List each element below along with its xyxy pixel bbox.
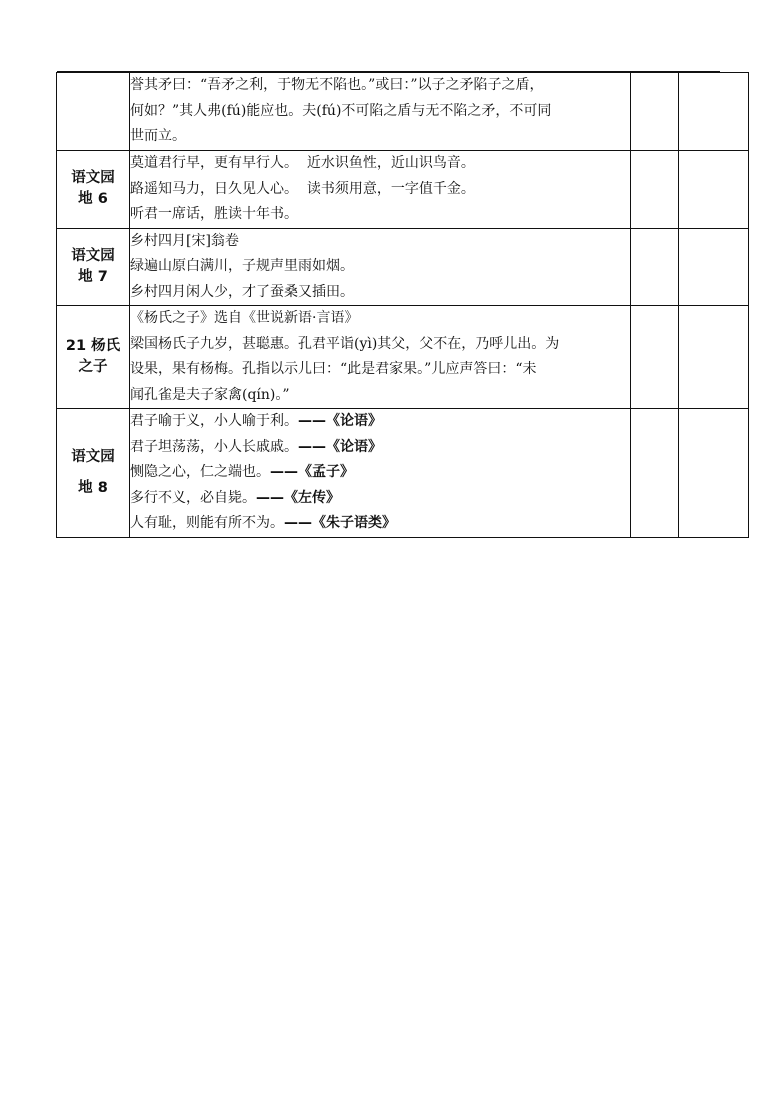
empty-cell xyxy=(679,409,749,538)
quote-line xyxy=(130,409,630,435)
quote-source: ——《孟子》 xyxy=(270,464,354,480)
content-line: 何如？”其人弗(fú)能应也。夫(fú)不可陷之盾与无不陷之矛，不可同 xyxy=(130,102,552,119)
content-cell xyxy=(130,73,631,151)
content-cell xyxy=(130,306,631,409)
empty-cell xyxy=(631,73,679,151)
empty-cell xyxy=(631,306,679,409)
lesson-label: 地 8 xyxy=(78,479,108,496)
lesson-label: 之子 xyxy=(78,359,108,375)
quote-text: 多行不义，必自毙。 xyxy=(130,489,256,506)
lesson-label: 地 6 xyxy=(78,191,108,208)
content-line: 绿遍山原白满川，子规声里雨如烟。 xyxy=(130,258,354,274)
content-line: 《杨氏之子》选自《世说新语·言语》 xyxy=(130,310,359,326)
table-row xyxy=(57,228,749,306)
quote-text: 君子喻于义，小人喻于利。 xyxy=(130,413,298,429)
empty-cell xyxy=(679,306,749,409)
content-line: 听君一席话，胜读十年书。 xyxy=(130,206,298,222)
content-line: 设果，果有杨梅。孔指以示儿曰：“此是君家果。”儿应声答曰：“未 xyxy=(130,361,537,377)
lesson-label: 语文园 xyxy=(71,170,115,187)
lesson-label-cell xyxy=(57,306,130,409)
quote-line xyxy=(130,460,630,486)
content-cell xyxy=(130,409,631,538)
content-line: 莫道君行早，更有早行人。 近水识鱼性，近山识鸟音。 xyxy=(130,155,475,171)
content-line: 乡村四月闲人少，才了蚕桑又插田。 xyxy=(130,283,354,300)
lesson-label-cell xyxy=(57,73,130,151)
quote-text: 君子坦荡荡，小人长戚戚。 xyxy=(130,438,298,455)
table-row xyxy=(57,151,749,229)
lesson-label-cell xyxy=(57,409,130,538)
quote-text: 人有耻，则能有所不为。 xyxy=(130,515,284,531)
quote-line xyxy=(130,486,630,512)
lesson-label: 语文园 xyxy=(71,247,115,264)
content-line: 世而立。 xyxy=(130,128,186,145)
content-line: 誉其矛曰：“吾矛之利，于物无不陷也。”或曰：”以子之矛陷子之盾， xyxy=(130,77,544,94)
empty-cell xyxy=(679,73,749,151)
quote-line xyxy=(130,511,630,537)
lesson-label: 语文园 xyxy=(71,448,115,465)
lesson-label-cell xyxy=(57,228,130,306)
content-line: 路遥知马力，日久见人心。 读书须用意，一字值千金。 xyxy=(130,180,475,197)
content-cell xyxy=(130,228,631,306)
table-row xyxy=(57,73,749,151)
quote-line xyxy=(130,435,630,461)
empty-cell xyxy=(631,228,679,306)
empty-cell xyxy=(679,228,749,306)
quote-text: 恻隐之心，仁之端也。 xyxy=(130,464,270,480)
quote-source: ——《论语》 xyxy=(298,413,382,429)
content-line: 梁国杨氏子九岁，甚聪惠。孔君平诣(yì)其父，父不在，乃呼儿出。为 xyxy=(130,335,560,352)
table-row xyxy=(57,306,749,409)
empty-cell xyxy=(679,151,749,229)
recitation-table xyxy=(56,72,749,538)
quote-source: ——《左传》 xyxy=(256,489,340,506)
lesson-label: 地 7 xyxy=(78,268,108,285)
quote-source: ——《朱子语类》 xyxy=(284,515,396,531)
empty-cell xyxy=(631,409,679,538)
quote-source: ——《论语》 xyxy=(298,438,382,455)
empty-cell xyxy=(631,151,679,229)
lesson-label-cell xyxy=(57,151,130,229)
content-line: 闻孔雀是夫子家禽(qín)。” xyxy=(130,386,290,403)
content-line: 乡村四月[宋]翁卷 xyxy=(130,232,239,249)
content-cell xyxy=(130,151,631,229)
table-row xyxy=(57,409,749,538)
lesson-label: 21 杨氏 xyxy=(65,338,121,354)
